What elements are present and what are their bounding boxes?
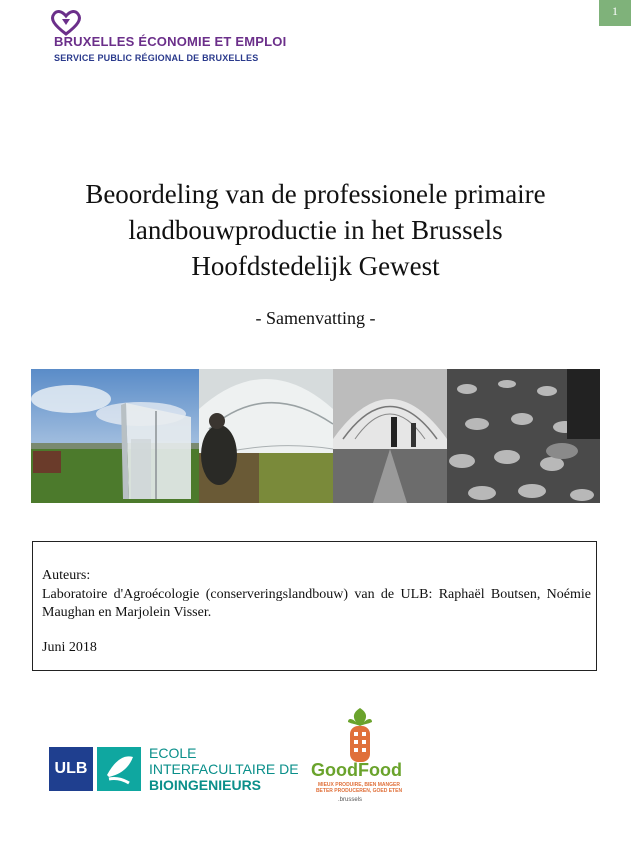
publication-date: Juni 2018 xyxy=(42,640,97,655)
greenhouse-field-photo xyxy=(31,369,199,503)
polytunnel-people-photo xyxy=(333,369,447,503)
goodfood-tagline: MIEUX PRODUIRE, BIEN MANGER BETER PRODUCEREN, GOED ETEN xyxy=(315,782,403,794)
ecole-name xyxy=(149,745,299,793)
org-subtitle: SERVICE PUBLIC RÉGIONAL DE BRUXELLES xyxy=(54,53,259,63)
ecole-line: INTERFACULTAIRE DE xyxy=(149,761,299,777)
ecole-logo-icon xyxy=(97,747,141,791)
title-line: Hoofdstedelijk Gewest xyxy=(191,251,440,281)
authors-label: Auteurs: xyxy=(42,568,91,583)
org-name: BRUXELLES ÉCONOMIE ET EMPLOI xyxy=(54,34,287,49)
crop-rows-photo xyxy=(447,369,600,503)
ecole-line: BIOINGENIEURS xyxy=(149,777,262,793)
page-number: 1 xyxy=(599,0,631,26)
polytunnel-worker-photo xyxy=(199,369,333,503)
ulb-logo: ULB xyxy=(49,747,93,791)
document-title xyxy=(30,176,601,284)
carrot-icon xyxy=(340,706,380,766)
title-line: landbouwproductie in het Brussels xyxy=(128,215,503,245)
goodfood-brussels: .brussels xyxy=(338,797,363,803)
ecole-line: ECOLE xyxy=(149,745,197,761)
authors-text: Laboratoire d'Agroécologie (conserveringslandbouw) van de ULB: Raphaël Boutsen, Noémie Maughan en Marjolein Visser. xyxy=(42,587,591,620)
title-line: Beoordeling van de professionele primaire xyxy=(85,179,546,209)
heart-bee-icon xyxy=(48,8,84,36)
goodfood-name: GoodFood xyxy=(311,760,402,780)
document-subtitle: - Samenvatting - xyxy=(255,308,376,328)
authors-box xyxy=(32,541,597,671)
